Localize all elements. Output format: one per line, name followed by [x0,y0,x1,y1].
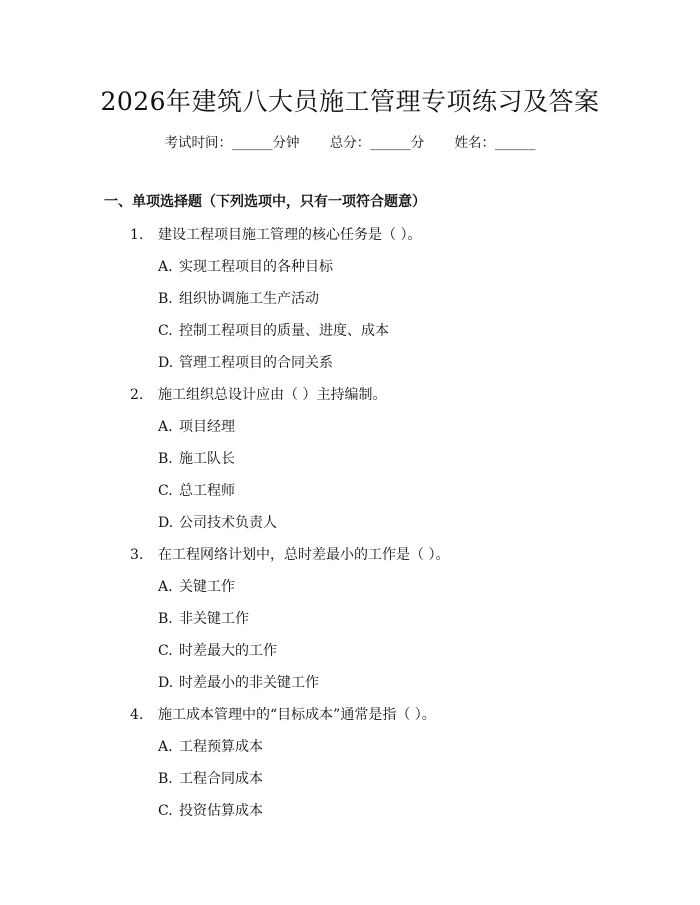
option-label: C. [158,483,173,499]
option-text: 项目经理 [179,419,235,435]
option-text: 控制工程项目的质量、进度、成本 [179,323,389,339]
option-label: B. [158,771,173,787]
question-1-option-a [158,256,333,276]
option-label: C. [158,643,173,659]
exam-score-field: 总分：______分 [329,135,425,151]
question-4-option-a [158,736,263,756]
document-title: 2026年建筑八大员施工管理专项练习及答案 [100,87,600,116]
option-text: 组织协调施工生产活动 [179,291,319,307]
option-label: D. [158,355,174,371]
question-number: 1. [130,227,144,243]
question-4 [104,704,436,724]
option-label: B. [158,291,173,307]
option-label: D. [158,675,174,691]
question-4-option-b [158,768,263,788]
question-4-option-c [158,800,263,820]
option-text: 时差最小的非关键工作 [179,675,319,691]
question-1 [104,224,421,244]
option-label: C. [158,803,173,819]
option-text: 时差最大的工作 [179,643,277,659]
question-1-option-d [158,352,333,372]
option-text: 管理工程项目的合同关系 [179,355,333,371]
option-label: A. [158,419,173,435]
exam-name-field: 姓名：______ [454,135,536,151]
option-text: 工程合同成本 [179,771,263,787]
option-text: 总工程师 [179,483,235,499]
question-2 [104,384,386,404]
question-number: 2. [130,387,144,403]
question-3-option-d [158,672,319,692]
option-label: A. [158,259,173,275]
question-3-option-a [158,576,235,596]
question-text: 建设工程项目施工管理的核心任务是（ ）。 [158,227,422,243]
option-label: B. [158,611,173,627]
question-number: 4. [130,707,144,723]
option-label: B. [158,451,173,467]
option-text: 公司技术负责人 [179,515,277,531]
option-label: A. [158,739,173,755]
question-3-option-b [158,608,249,628]
question-3-option-c [158,640,277,660]
question-text: 施工组织总设计应由（ ）主持编制。 [158,387,387,403]
exam-info-line [0,131,700,151]
option-text: 工程预算成本 [179,739,263,755]
question-1-option-c [158,320,389,340]
question-3 [104,544,449,564]
question-2-option-b [158,448,235,468]
option-label: D. [158,515,174,531]
question-number: 3. [130,547,144,563]
option-text: 实现工程项目的各种目标 [179,259,333,275]
question-text: 在工程网络计划中，总时差最小的工作是（ ）。 [158,547,450,563]
option-text: 投资估算成本 [179,803,263,819]
option-text: 非关键工作 [179,611,249,627]
question-2-option-c [158,480,235,500]
option-text: 关键工作 [179,579,235,595]
question-2-option-d [158,512,277,532]
question-text: 施工成本管理中的“目标成本”通常是指（ ）。 [158,707,436,723]
option-label: A. [158,579,173,595]
question-2-option-a [158,416,235,436]
question-1-option-b [158,288,319,308]
section-heading: 一、单项选择题（下列选项中，只有一项符合题意） [104,194,426,210]
option-label: C. [158,323,173,339]
exam-time-field: 考试时间：______分钟 [164,135,300,151]
option-text: 施工队长 [179,451,235,467]
